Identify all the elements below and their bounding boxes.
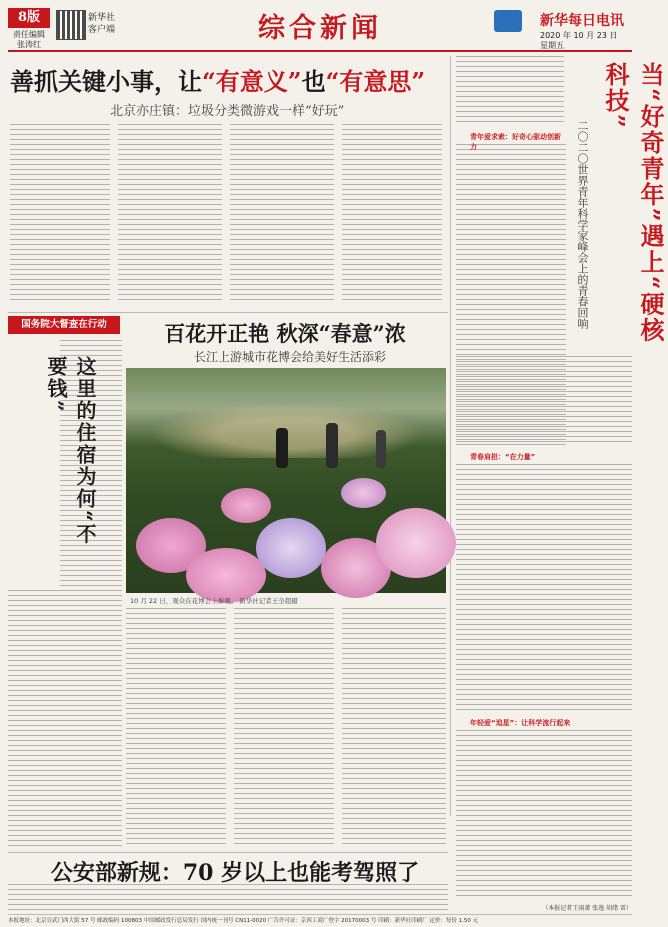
bottom-story-headline: 公安部新规：70 岁以上也能考驾照了 bbox=[50, 860, 420, 886]
right-story-subheadline: 二〇二〇世界青年科学家峰会上的青春回响 bbox=[576, 120, 589, 329]
qr-code-icon bbox=[56, 10, 86, 40]
section-rule bbox=[8, 312, 448, 313]
editor-credit: 责任编辑 张涛红 bbox=[13, 30, 45, 49]
left-story-body bbox=[60, 340, 122, 588]
right-story-body bbox=[456, 356, 632, 446]
right-story-body bbox=[456, 56, 564, 126]
right-story-subhead-3: 年轻爱“追星”：让科学流行起来 bbox=[470, 719, 571, 727]
right-story-subhead-2: 青春肩担：“在力量” bbox=[470, 453, 536, 461]
photo-story-headline: 百花开正艳 秋深“春意”浓 bbox=[164, 321, 406, 346]
left-story-body bbox=[8, 590, 122, 848]
right-story-body bbox=[456, 730, 632, 900]
top-story-body bbox=[230, 124, 334, 304]
photo-story-body bbox=[342, 608, 446, 848]
photo-caption: 10 月 22 日，观众在花博会上参观。 新华社记者王全超摄 bbox=[130, 597, 298, 605]
section-rule bbox=[8, 852, 448, 853]
inspection-banner: 国务院大督查在行动 bbox=[8, 316, 120, 334]
flower-expo-photo bbox=[126, 368, 446, 593]
top-story-body bbox=[10, 124, 110, 304]
top-story-body bbox=[342, 124, 442, 304]
right-story-body bbox=[456, 464, 632, 714]
publish-date: 2020 年 10 月 23 日 bbox=[540, 31, 618, 40]
right-story-headline: 当“好奇青年”遇上“硬核科技” bbox=[601, 62, 665, 344]
xinhua-app-logo: 新华社 客户端 bbox=[56, 10, 126, 44]
photo-story-body bbox=[234, 608, 334, 848]
top-story-body bbox=[118, 124, 222, 304]
footer-rule bbox=[8, 914, 632, 915]
masthead-rule bbox=[8, 50, 632, 52]
page-number-badge: 8版 bbox=[8, 8, 50, 28]
brand-logo-icon bbox=[494, 10, 522, 32]
footer-imprint: 本报地址：北京宣武门西大街 57 号 邮政编码 100803 中国邮政发行总局发行 国内统一刊号 CN11-0020 广告许可证：京西工商广登字 20170003 号 印刷：新华社印刷厂 定价：每份 1.50 元 bbox=[8, 918, 479, 924]
publish-weekday: 星期五 bbox=[540, 41, 564, 50]
column-divider bbox=[450, 56, 451, 816]
bottom-story-body bbox=[8, 884, 448, 912]
left-story-headline: 这里的住宿为何“不要钱” bbox=[44, 356, 97, 546]
section-title: 综合新闻 bbox=[258, 13, 382, 44]
top-story-headline: 善抓关键小事，让“有意义”也“有意思” bbox=[10, 67, 426, 96]
photo-story-body bbox=[126, 608, 226, 848]
right-story-subhead-1: 青年爱求索：好奇心驱动创新力 bbox=[470, 133, 561, 151]
right-story-editor-note: （本报记者王雨萧 张逸 胡绪 雷） bbox=[542, 905, 632, 912]
top-story-subheadline: 北京亦庄镇：垃圾分类微游戏一样“好玩” bbox=[110, 104, 345, 119]
photo-story-subheadline: 长江上游城市花博会给美好生活添彩 bbox=[193, 350, 386, 364]
brand-name: 新华每日电讯 bbox=[540, 13, 624, 29]
